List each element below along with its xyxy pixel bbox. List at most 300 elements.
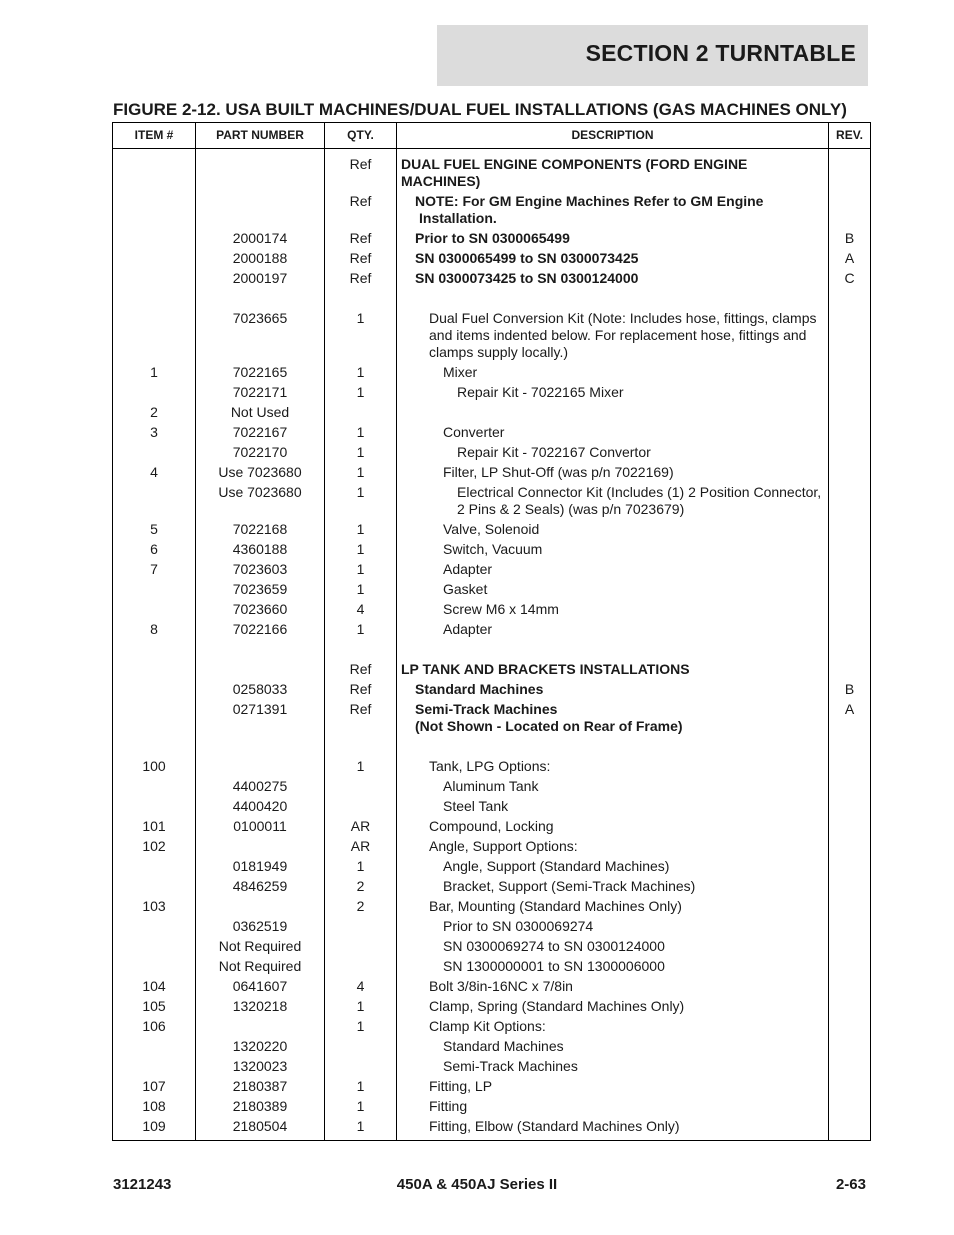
description-cell-text: Valve, Solenoid [443,521,540,537]
part-number-cell-text: 4400275 [232,778,288,794]
qty-cell [325,383,397,403]
part-number-cell-text: 2000188 [232,250,288,266]
table-row [113,363,871,383]
description-cell [397,192,829,229]
item-cell [113,700,196,737]
description-cell [397,817,829,837]
part-number-cell [196,423,325,443]
item-cell-text: 6 [150,541,158,557]
description-cell-text: Bolt 3/8in-16NC x 7/8in [429,978,573,994]
qty-cell [325,249,397,269]
table-row [113,309,871,363]
rev-cell [829,877,871,897]
part-number-cell-text: Not Required [218,938,302,954]
description-cell [397,957,829,977]
description-cell [397,877,829,897]
part-number-cell-text: Use 7023680 [218,464,302,480]
qty-cell-text: 1 [356,1078,365,1094]
rev-cell [829,1037,871,1057]
description-cell [397,249,829,269]
part-number-cell [196,192,325,229]
section-banner [437,25,868,86]
rev-cell [829,640,871,660]
qty-cell-text: 1 [356,581,365,597]
description-cell [397,897,829,917]
rev-cell [829,540,871,560]
part-number-cell-text: 1320220 [232,1038,288,1054]
qty-cell-text: 1 [356,464,365,480]
table-row [113,757,871,777]
part-number-cell [196,857,325,877]
table-row [113,580,871,600]
qty-cell [325,757,397,777]
item-cell [113,192,196,229]
table-row [113,877,871,897]
description-cell [397,797,829,817]
description-cell [397,1057,829,1077]
rev-cell [829,289,871,309]
part-number-cell [196,1097,325,1117]
parts-table-body [113,149,871,1141]
item-cell-text: 102 [142,838,166,854]
description-cell-text: Prior to SN 0300065499 [415,230,570,246]
part-number-cell [196,977,325,997]
qty-cell [325,837,397,857]
rev-cell [829,483,871,520]
description-cell-text: Tank, LPG Options: [429,758,551,774]
table-row [113,423,871,443]
item-cell [113,1117,196,1141]
item-cell [113,149,196,192]
description-cell-text: Fitting, LP [429,1078,493,1094]
table-row [113,463,871,483]
description-cell-text: Repair Kit - 7022167 Convertor [457,444,651,460]
table-row [113,897,871,917]
description-cell [397,737,829,757]
item-cell-text: 106 [142,1018,166,1034]
qty-cell [325,483,397,520]
description-cell [397,1117,829,1141]
section-title: SECTION 2 TURNTABLE [585,40,856,66]
table-row [113,403,871,423]
description-cell [397,1017,829,1037]
qty-cell [325,897,397,917]
qty-cell [325,600,397,620]
item-cell [113,483,196,520]
description-cell-text: Standard Machines [443,1038,564,1054]
part-number-cell [196,937,325,957]
table-row [113,269,871,289]
qty-cell-text: 1 [356,484,365,500]
part-number-cell-text: 2180387 [232,1078,288,1094]
item-cell [113,680,196,700]
part-number-cell-text: Not Required [218,958,302,974]
description-cell-text: Standard Machines [415,681,544,697]
qty-cell-text: Ref [349,681,372,697]
table-row [113,1017,871,1037]
part-number-cell [196,680,325,700]
item-cell [113,877,196,897]
qty-cell [325,192,397,229]
part-number-cell [196,363,325,383]
description-cell-text: SN 0300065499 to SN 0300073425 [415,250,639,266]
description-cell [397,463,829,483]
qty-cell-text: 1 [356,758,365,774]
part-number-cell-text: 7022168 [232,521,288,537]
table-row [113,937,871,957]
description-cell-text: Compound, Locking [429,818,554,834]
rev-cell [829,757,871,777]
rev-cell [829,580,871,600]
rev-cell [829,463,871,483]
column-header-description: DESCRIPTION [397,123,829,149]
description-cell [397,403,829,423]
item-cell-text: 107 [142,1078,166,1094]
rev-cell-text: A [844,250,855,266]
qty-cell-text: Ref [349,193,372,209]
qty-cell [325,857,397,877]
qty-cell [325,423,397,443]
part-number-cell-text: 0641607 [232,978,288,994]
parts-table [112,122,871,1141]
item-cell-text: 108 [142,1098,166,1114]
qty-cell-text: 1 [356,858,365,874]
item-cell [113,383,196,403]
description-cell-text: LP TANK AND BRACKETS INSTALLATIONS [401,661,690,677]
qty-cell [325,560,397,580]
part-number-cell [196,997,325,1017]
part-number-cell-text: 0362519 [232,918,288,934]
column-header-qty: QTY. [325,123,397,149]
rev-cell [829,1057,871,1077]
rev-cell [829,680,871,700]
item-cell-text: 104 [142,978,166,994]
part-number-cell [196,600,325,620]
description-cell-text: Adapter [443,561,493,577]
qty-cell [325,1077,397,1097]
item-cell-text: 105 [142,998,166,1014]
description-cell [397,600,829,620]
item-cell [113,1037,196,1057]
table-row [113,997,871,1017]
table-spacer-row [113,640,871,660]
qty-cell [325,937,397,957]
footer-document-number: 3121243 [113,1176,172,1193]
part-number-cell [196,229,325,249]
qty-cell [325,363,397,383]
qty-cell-text: 1 [356,424,365,440]
description-cell-text: NOTE: For GM Engine Machines Refer to GM Engine [415,193,764,209]
qty-cell [325,817,397,837]
part-number-cell [196,443,325,463]
item-cell [113,249,196,269]
qty-cell-text: 1 [356,541,365,557]
part-number-cell [196,269,325,289]
rev-cell [829,977,871,997]
part-number-cell-text: 7023603 [232,561,288,577]
qty-cell [325,269,397,289]
part-number-cell [196,797,325,817]
qty-cell-text: Ref [349,230,372,246]
part-number-cell [196,737,325,757]
part-number-cell [196,540,325,560]
item-cell-text: 5 [150,521,158,537]
rev-cell [829,1097,871,1117]
qty-cell [325,737,397,757]
item-cell [113,857,196,877]
part-number-cell-text: 0258033 [232,681,288,697]
description-cell-text: Fitting [429,1098,468,1114]
description-cell [397,660,829,680]
qty-cell [325,229,397,249]
qty-cell-text: Ref [349,661,372,677]
part-number-cell [196,309,325,363]
table-row [113,1037,871,1057]
table-row [113,957,871,977]
qty-cell [325,877,397,897]
qty-cell [325,443,397,463]
table-row [113,443,871,463]
rev-cell [829,1017,871,1037]
part-number-cell [196,149,325,192]
description-cell [397,269,829,289]
description-cell-text: Adapter [443,621,493,637]
table-row [113,700,871,737]
part-number-cell [196,757,325,777]
rev-cell [829,1117,871,1141]
part-number-cell [196,483,325,520]
qty-cell-text: 1 [356,364,365,380]
part-number-cell [196,580,325,600]
item-cell [113,580,196,600]
column-header-item: ITEM # [113,123,196,149]
part-number-cell [196,700,325,737]
rev-cell [829,269,871,289]
rev-cell-text: B [844,230,855,246]
item-cell [113,737,196,757]
description-cell-text: Bar, Mounting (Standard Machines Only) [429,898,682,914]
item-cell-text: 8 [150,621,158,637]
description-cell-text: Mixer [443,364,478,380]
part-number-cell [196,520,325,540]
part-number-cell [196,620,325,640]
part-number-cell [196,897,325,917]
description-cell-text: Clamp Kit Options: [429,1018,546,1034]
qty-cell-text: 1 [356,384,365,400]
qty-cell-text: 1 [356,561,365,577]
item-cell-text: 103 [142,898,166,914]
item-cell [113,620,196,640]
part-number-cell [196,1117,325,1141]
table-row [113,817,871,837]
part-number-cell [196,777,325,797]
table-row [113,560,871,580]
description-cell [397,757,829,777]
table-row [113,1077,871,1097]
rev-cell [829,249,871,269]
rev-cell [829,837,871,857]
qty-cell-text: 2 [356,878,365,894]
qty-cell [325,149,397,192]
description-cell [397,680,829,700]
description-cell [397,540,829,560]
part-number-cell-text: 1320023 [232,1058,288,1074]
item-cell [113,229,196,249]
rev-cell-text: A [844,701,855,717]
part-number-cell [196,1017,325,1037]
part-number-cell [196,640,325,660]
qty-cell-text: 1 [356,998,365,1014]
part-number-cell-text: 0181949 [232,858,288,874]
item-cell [113,269,196,289]
footer-model-name: 450A & 450AJ Series II [396,1176,558,1193]
description-cell [397,777,829,797]
table-row [113,483,871,520]
part-number-cell [196,1037,325,1057]
item-cell [113,937,196,957]
rev-cell [829,777,871,797]
part-number-cell-text: 2180389 [232,1098,288,1114]
part-number-cell-text: 7023665 [232,310,288,326]
description-cell [397,363,829,383]
qty-cell-text: 1 [356,1118,365,1134]
part-number-cell-text: 2000197 [232,270,288,286]
qty-cell [325,640,397,660]
rev-cell [829,403,871,423]
table-row [113,620,871,640]
description-cell-text: Dual Fuel Conversion Kit (Note: Includes hose, fittings, clamps and items indented below. For replacement hose, fittings and clamps supply locally.) [429,310,817,360]
table-row [113,837,871,857]
description-cell-text: SN 0300073425 to SN 0300124000 [415,270,639,286]
description-cell-text: Angle, Support Options: [429,838,578,854]
rev-cell [829,857,871,877]
qty-cell [325,403,397,423]
qty-cell [325,777,397,797]
description-cell-text: Fitting, Elbow (Standard Machines Only) [429,1118,680,1134]
qty-cell-text: 1 [356,444,365,460]
table-spacer-row [113,737,871,757]
rev-cell [829,937,871,957]
qty-cell-text: 1 [356,1018,365,1034]
description-cell [397,1037,829,1057]
description-cell-text: Clamp, Spring (Standard Machines Only) [429,998,685,1014]
part-number-cell [196,463,325,483]
part-number-cell-text: 2180504 [232,1118,288,1134]
qty-cell [325,309,397,363]
item-cell [113,977,196,997]
qty-cell [325,540,397,560]
qty-cell-text: AR [350,818,371,834]
part-number-cell [196,1077,325,1097]
item-cell [113,1077,196,1097]
qty-cell [325,797,397,817]
item-cell [113,997,196,1017]
item-cell [113,817,196,837]
rev-cell [829,897,871,917]
description-cell [397,560,829,580]
item-cell [113,463,196,483]
table-row [113,857,871,877]
rev-cell [829,620,871,640]
item-cell [113,1057,196,1077]
table-row [113,1057,871,1077]
part-number-cell-text: 0271391 [232,701,288,717]
item-cell [113,957,196,977]
item-cell [113,757,196,777]
description-cell [397,700,829,737]
item-cell [113,640,196,660]
item-cell [113,443,196,463]
description-cell [397,977,829,997]
qty-cell-text: AR [350,838,371,854]
item-cell [113,560,196,580]
part-number-cell [196,249,325,269]
rev-cell [829,737,871,757]
part-number-cell-text: 0100011 [233,818,287,834]
qty-cell [325,289,397,309]
item-cell-text: 2 [150,404,158,420]
part-number-cell [196,403,325,423]
part-number-cell [196,383,325,403]
qty-cell [325,1037,397,1057]
qty-cell [325,917,397,937]
rev-cell-text: C [844,270,855,286]
qty-cell-text: Ref [349,270,372,286]
rev-cell [829,1077,871,1097]
qty-cell-text: 1 [356,621,365,637]
part-number-cell-text: 7022167 [232,424,288,440]
item-cell [113,600,196,620]
part-number-cell-text: 7022170 [232,444,288,460]
description-cell-text: DUAL FUEL ENGINE COMPONENTS (FORD ENGINE MACHINES) [401,156,748,189]
item-cell-text: 4 [150,464,158,480]
rev-cell [829,520,871,540]
description-cell [397,289,829,309]
part-number-cell [196,560,325,580]
rev-cell [829,817,871,837]
part-number-cell [196,917,325,937]
table-row [113,229,871,249]
part-number-cell [196,837,325,857]
description-cell-text: Aluminum Tank [443,778,539,794]
part-number-cell-text: 7022165 [232,364,288,380]
table-row [113,777,871,797]
description-cell [397,997,829,1017]
part-number-cell [196,660,325,680]
table-row [113,192,871,229]
qty-cell [325,1117,397,1141]
part-number-cell [196,817,325,837]
item-cell [113,520,196,540]
item-cell-text: 109 [142,1118,166,1134]
qty-cell-text: 2 [356,898,365,914]
rev-cell-text: B [844,681,855,697]
part-number-cell [196,289,325,309]
item-cell-text: 100 [142,758,166,774]
item-cell [113,797,196,817]
rev-cell [829,997,871,1017]
description-cell-text: SN 0300069274 to SN 0300124000 [443,938,665,954]
description-cell-text: Steel Tank [443,798,509,814]
qty-cell-text: Ref [349,701,372,717]
item-cell [113,837,196,857]
column-header-part-number: PART NUMBER [196,123,325,149]
item-cell [113,917,196,937]
rev-cell [829,797,871,817]
qty-cell-text: 4 [356,978,365,994]
description-cell [397,149,829,192]
description-cell-text: Screw M6 x 14mm [443,601,559,617]
